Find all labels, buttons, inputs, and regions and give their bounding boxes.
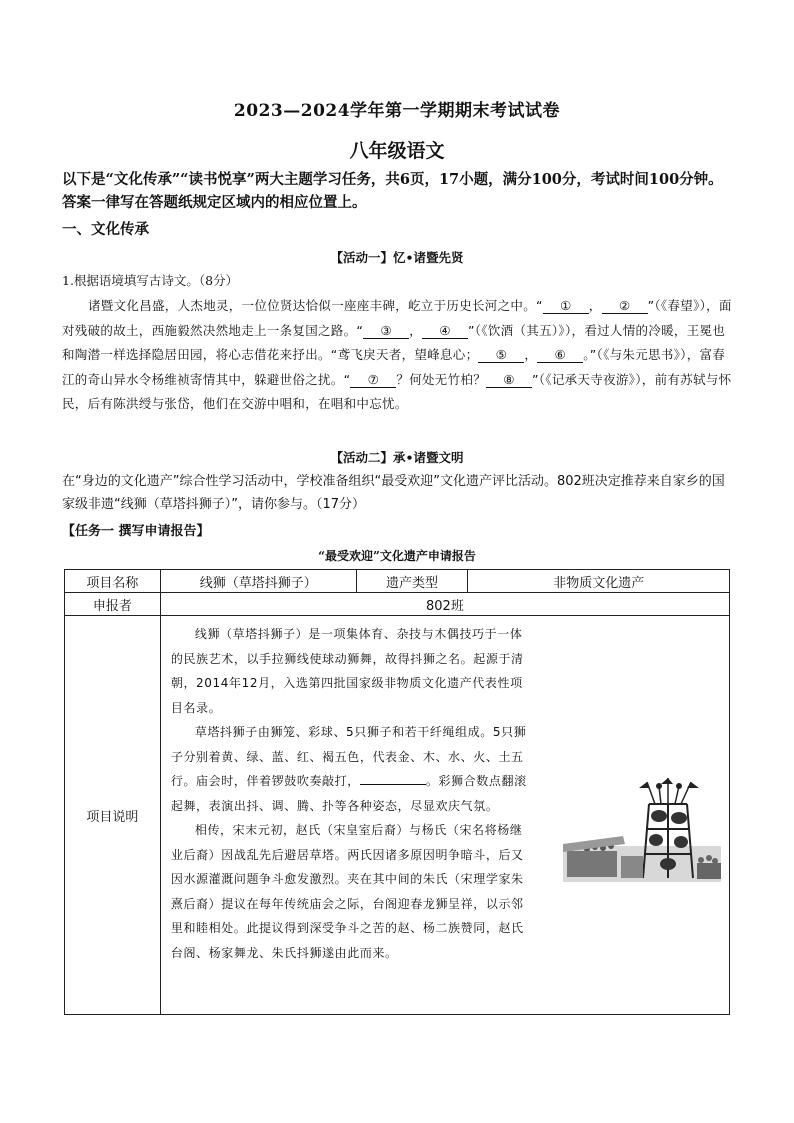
- table-row: [65, 593, 730, 616]
- blank-8: ⑧: [486, 372, 532, 388]
- exam-title: 2023—2024学年第一学期期末考试试卷: [233, 101, 561, 121]
- table-row: [65, 616, 730, 1015]
- description-cell: [160, 616, 729, 1015]
- report-table: [64, 569, 730, 1015]
- poetry-fill-passage: [62, 294, 732, 417]
- description-text-part: 草塔抖狮子由狮笼、彩球、5只狮子和若干纤绳组成。5只狮子分别着黄、绿、蓝、红、褐五色，代表金、木、水、火、土五行。庙会时，伴着锣鼓吹奏敲打，: [170, 725, 527, 788]
- exam-subtitle: 八年级语文: [349, 140, 445, 162]
- activity2-heading: 【活动二】承•诸暨文明: [330, 450, 464, 465]
- separator: ，: [524, 347, 538, 362]
- item-name-value: 线狮（草塔抖狮子）: [160, 570, 356, 593]
- activity1-heading: 【活动一】忆•诸暨先贤: [330, 250, 464, 265]
- blank-6: ⑥: [537, 347, 583, 363]
- blank-3: ③: [363, 323, 409, 339]
- blank-5: ⑤: [478, 347, 524, 363]
- activity2-paragraph: 在“身边的文化遗产”综合性学习活动中，学校准备组织“最受欢迎”文化遗产评比活动。802班决定推荐来自家乡的国家级非遗“线狮（草塔抖狮子）”，请你参与。（17分）: [62, 474, 725, 512]
- table-caption: “最受欢迎”文化遗产申请报告: [318, 549, 476, 563]
- passage-text: ”（《春望》），面对残破的故土，西施毅然决然地走上一条复国之路。“: [62, 298, 732, 338]
- question-1: 1.根据语境填写古诗文。（8分）: [62, 273, 239, 288]
- blank-4: ④: [422, 323, 468, 339]
- type-label: 遗产类型: [356, 570, 468, 593]
- passage-text: 诸暨文化昌盛，人杰地灵，一位位贤达恰似一座座丰碑，屹立于历史长河之中。“: [88, 298, 543, 313]
- passage-text: ”（《饮酒（其五）》），看过人情的冷暖，王冕也和陶潜一样选择隐居田园，将心志借花来抒出。“鸢飞戾天者，望峰息心；: [62, 322, 726, 362]
- section-heading: 一、文化传承: [62, 221, 149, 238]
- passage-text: ？何处无竹柏？: [396, 371, 486, 387]
- passage-text: ”（《记承天寺夜游》），前有苏轼与怀民，后有陈洪绶与张岱，他们在交游中唱和，在唱和中忘忧。: [62, 371, 732, 411]
- description-paragraph-1: 线狮（草塔抖狮子）是一项集体育、杂技与木偶技巧于一体的民族艺术，以手拉狮线使球动狮舞，故得抖狮之名。起源于清朝，2014年12月，入选第四批国家级非物质文化遗产代表性项目名录。: [170, 627, 524, 715]
- exam-intro: 以下是“文化传承”“读书悦享”两大主题学习任务，共6页，17小题，满分100分，考试时间100分钟。答案一律写在答题纸规定区域内的相应位置上。: [62, 171, 723, 211]
- type-value: 非物质文化遗产: [468, 570, 730, 593]
- applicant-value: 802班: [160, 593, 729, 616]
- table-row: [65, 570, 730, 593]
- separator: ，: [409, 322, 422, 338]
- blank-1: ①: [543, 298, 589, 314]
- answer-blank: [360, 772, 426, 785]
- separator: ，: [588, 298, 602, 313]
- item-name-label: 项目名称: [65, 570, 161, 593]
- blank-7: ⑦: [350, 372, 396, 388]
- description-text: [171, 622, 535, 965]
- description-paragraph-2: [171, 720, 535, 818]
- blank-2: ②: [602, 298, 648, 314]
- description-label: 项目说明: [65, 616, 161, 1015]
- applicant-label: 申报者: [65, 593, 161, 616]
- passage-text: 。”（《与朱元思书》），富春江的奇山异水令杨维祯寄情其中，躲避世俗之扰。“: [62, 347, 726, 387]
- description-paragraph-3: 相传，宋末元初，赵氏（宋皇室后裔）与杨氏（宋名将杨继业后裔）因战乱先后避居草塔。两氏因诸多原因明争暗斗，后又因水源灌溉问题争斗愈发激烈。夹在其中间的朱氏（宋理学家朱熹后裔）提议在每年传统庙会之际，台阁迎春龙狮呈祥，以示邻里和睦相处。此提议得到深受争斗之苦的赵、杨二族赞同，赵氏台阁、杨家舞龙、朱氏抖狮遂由此而来。: [170, 823, 524, 960]
- description-text-part: 。彩狮合数点翻滚起舞，表演出抖、调、腾、扑等各种姿态，尽显欢庆气氛。: [170, 774, 527, 813]
- task1-heading: 【任务一 撰写申请报告】: [62, 524, 210, 539]
- lion-dance-photo: [563, 774, 721, 882]
